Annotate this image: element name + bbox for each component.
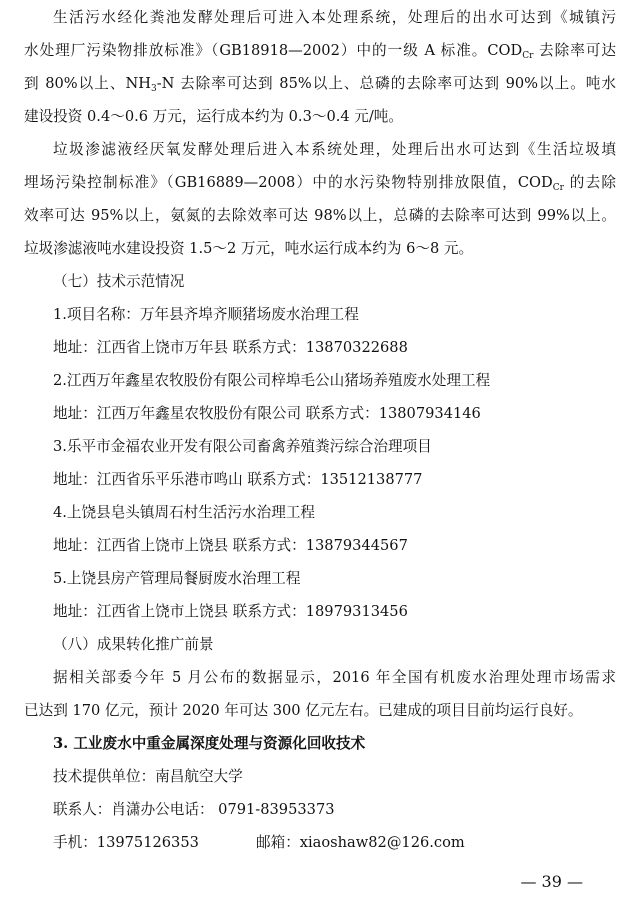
paragraph-line: 据相关部委今年 5 月公布的数据显示，2016 年全国有机废水治理处理市场需求	[53, 669, 616, 686]
tech-contact: 联系人：肖潇办公电话： 0791-83953373	[53, 801, 335, 818]
project-address: 地址：江西省上饶市上饶县 联系方式：18979313456	[53, 603, 408, 620]
paragraph-line: 效率可达 95%以上，氨氮的去除效率可达 98%以上，总磷的去除率可达到 99%以上。	[24, 207, 616, 224]
paragraph-line: 水处理厂污染物排放标准》（GB18918—2002）中的一级 A 标准。$COD_{Cr}$ 去除率可达	[24, 42, 616, 61]
paragraph-line: 建设投资 0.4～0.6 万元，运行成本约为 0.3～0.4 元/吨。	[24, 108, 403, 125]
tech-heading: 3. 工业废水中重金属深度处理与资源化回收技术	[53, 735, 366, 752]
paragraph-line: 垃圾渗滤液经厌氧发酵处理后进入本系统处理，处理后出水可达到《生活垃圾填	[53, 141, 616, 158]
project-address: 地址：江西省上饶市万年县 联系方式：13870322688	[53, 339, 408, 356]
paragraph-line: 埋场污染控制标准》（GB16889—2008）中的水污染物特别排放限值，$COD_{Cr}$ 的去除	[24, 174, 617, 193]
project-title: 4.上饶县皂头镇周石村生活污水治理工程	[53, 504, 316, 521]
paragraph-line: 到 80%以上、$NH_3-N$ 去除率可达到 85%以上、总磷的去除率可达到 90%以上。吨水	[24, 75, 616, 94]
project-title: 1.项目名称：万年县齐埠齐顺猪场废水治理工程	[53, 306, 359, 323]
project-address: 地址：江西省乐平乐港市鸣山 联系方式：13512138777	[53, 471, 423, 488]
paragraph-line: 生活污水经化粪池发酵处理后可进入本处理系统，处理后的出水可达到《城镇污	[53, 9, 616, 26]
project-title: 5.上饶县房产管理局餐厨废水治理工程	[53, 570, 301, 587]
tech-email: 邮箱：xiaoshaw82@126.com	[256, 834, 465, 851]
paragraph-line: 垃圾渗滤液吨水建设投资 1.5～2 万元，吨水运行成本约为 6～8 元。	[24, 240, 474, 257]
tech-provider: 技术提供单位：南昌航空大学	[53, 768, 243, 785]
project-title: 3.乐平市金福农业开发有限公司畜禽养殖粪污综合治理项目	[53, 438, 432, 455]
tech-mobile: 手机：13975126353	[53, 834, 199, 851]
project-title: 2.江西万年鑫星农牧股份有限公司梓埠毛公山猪场养殖废水处理工程	[53, 372, 491, 389]
section-heading: （七）技术示范情况	[53, 273, 185, 290]
project-address: 地址：江西省上饶市上饶县 联系方式：13879344567	[53, 537, 408, 554]
section-heading: （八）成果转化推广前景	[53, 636, 214, 653]
project-address: 地址：江西万年鑫星农牧股份有限公司 联系方式：13807934146	[53, 405, 481, 422]
page-number: — 39 —	[520, 872, 583, 891]
paragraph-line: 已达到 170 亿元，预计 2020 年可达 300 亿元左右。已建成的项目目前均运行良好。	[24, 702, 583, 719]
